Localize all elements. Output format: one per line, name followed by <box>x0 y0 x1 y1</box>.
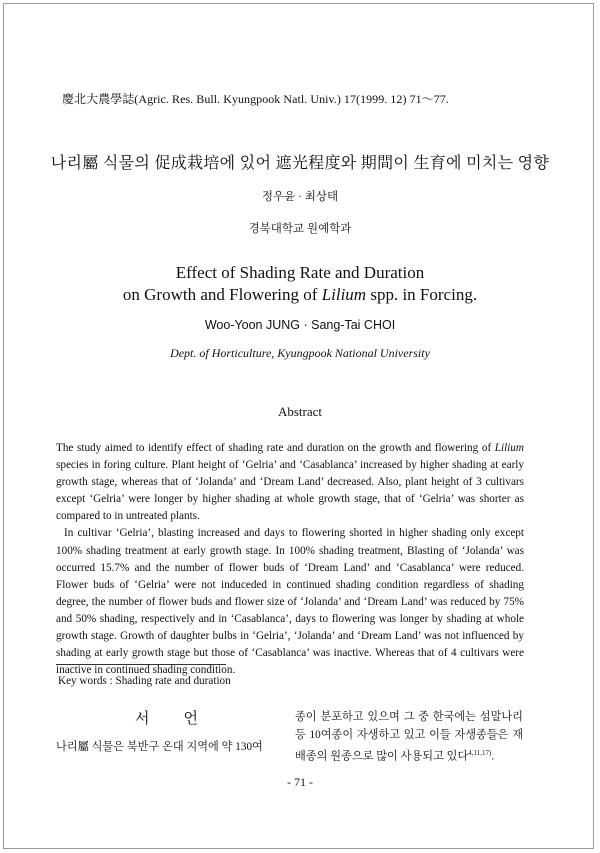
korean-affiliation: 경북대학교 원예학과 <box>248 223 352 235</box>
abstract-body <box>56 440 524 679</box>
abstract-text: The study aimed to identify effect of shading rate and duration on the growth and flowering of <box>56 442 495 454</box>
intro-left-column: 나리屬 식물은 북반구 온대 지역에 약 130여 <box>56 741 263 753</box>
abstract-paragraph-2: In cultivar ‘Gelria’, blasting increased and days to flowering shorted in higher shading only except 100% shading treatment at early growth stage. In 100% shading treatment, Blasting of ‘Jolanda’ was occurred 15.7% and the number of flower buds of ‘Dream Land’ and ‘Casablanca’ were reduced. Flower buds of ‘Gelria’ were not induceded in continued shading condition regardless of shading degree, the number of flower buds and flower size of ‘Jolanda’ and ‘Dream Land’ was reduced by 75% and 50% shading, respectively and in ‘Casablanca’, days to flowering was longer by shading at whole growth stage. Growth of daughter bulbs in ‘Gelria’, ‘Jolanda’ and ‘Dream Land’ was not influenced by shading at early growth stage but those of ‘Casablanca’ was inactive. Whereas that of 4 cultivars were inactive in continued shading condition. <box>56 527 524 677</box>
intro-right-column <box>295 708 523 766</box>
english-title-line2 <box>0 284 600 306</box>
journal-citation: 慶北大農學誌(Agric. Res. Bull. Kyungpook Natl. Univ.) 17(1999. 12) 71～77. <box>62 92 449 106</box>
title-text: spp. in Forcing. <box>366 285 478 304</box>
english-title-line1: Effect of Shading Rate and Duration <box>175 263 425 282</box>
abstract-heading: Abstract <box>277 404 323 419</box>
english-title <box>0 262 600 306</box>
divider <box>56 664 226 665</box>
english-authors: Woo-Yoon JUNG · Sang-Tai CHOI <box>204 318 396 332</box>
intro-text: 종이 분포하고 있으며 그 중 한국에는 섬말나리 등 10여종이 자생하고 있고 이들 자생종들은 재배종의 원종으로 많이 사용되고 있다 <box>295 711 523 763</box>
intro-text: . <box>491 750 495 763</box>
keywords: Key words : Shading rate and duration <box>58 675 231 687</box>
english-affiliation: Dept. of Horticulture, Kyungpook National University <box>170 346 430 360</box>
genus-name: Lilium <box>321 285 367 304</box>
page-number: - 71 - <box>287 775 313 789</box>
abstract-paragraph-1 <box>56 440 524 525</box>
reference-superscript: 4,11,17) <box>468 749 492 757</box>
korean-title: 나리屬 식물의 促成栽培에 있어 遮光程度와 期間이 生育에 미치는 영향 <box>50 155 550 172</box>
genus-name: Lilium <box>494 442 524 454</box>
section-heading-introduction: 서언 <box>135 711 232 727</box>
korean-authors: 정우윤 · 최상태 <box>261 191 339 203</box>
title-text: on Growth and Flowering of <box>122 285 322 304</box>
abstract-text: species in foring culture. Plant height of ‘Gelria’ and ‘Casablanca’ increased by higher shading at early growth stage, whereas that of ‘Jolanda’ and ‘Dream Land’ decreased. Also, plant height of 3 cultivars except ‘Gelria’ were longer by higher shading at whole growth stage, that of ‘Gelria’ was shorter as compared to in untreated plants. <box>56 459 524 523</box>
